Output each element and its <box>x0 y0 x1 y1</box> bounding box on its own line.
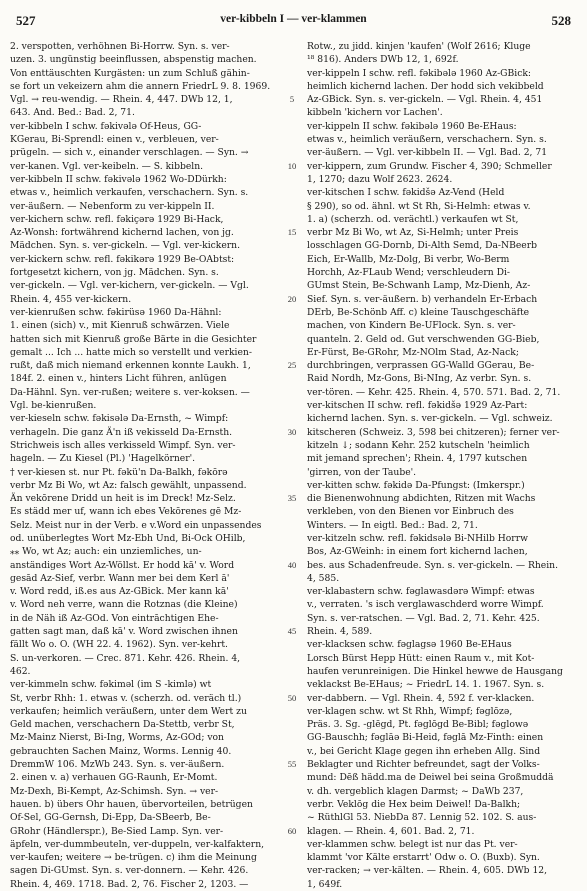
right-column-text-line: 1, 649f. <box>307 878 343 890</box>
line-number: 45 <box>287 626 297 637</box>
left-column-text-line: DremmW 106. MzWb 243. Syn. s. ver-äußern. <box>10 759 225 771</box>
running-head: ver-kibbeln I — ver-klammen <box>220 13 367 25</box>
left-column-text-line: Än vekōrene Dridd un heit is im Dreck! Mz-Selz. <box>10 493 236 505</box>
left-column-text-line: ver-gickeln. — Vgl. ver-kichern, ver-gickeln. — Vgl. <box>10 280 249 292</box>
right-column-text-line: Horchh, Az-FLaub Wend; verschleudern Di- <box>307 267 510 279</box>
right-column-text-line: ver-klammen schw. belegt ist nur das Pt. ver- <box>307 838 518 850</box>
line-number: 10 <box>287 160 297 171</box>
left-column-text-line: Selz. Meist nur in der Verb. e v.Word ein unpassendes <box>10 519 262 531</box>
right-column-text-line: Bos, Az-GWeinh: in einem fort kichernd lachen, <box>307 546 528 558</box>
line-number: 15 <box>287 227 297 238</box>
right-column-text-line: bes. aus Schadenfreude. Syn. s. ver-gickeln. — Rhein. <box>307 559 559 571</box>
left-column-text-line: gesād Az-Sief, verbr. Wann mer bei dem Kerl ā' <box>10 572 230 584</box>
right-column-text-line: ¹⁸ 816). Anders DWb 12, 1, 692f. <box>307 54 459 66</box>
right-column-text-line: ver-racken; → ver-kälten. — Rhein. 4, 605. DWb 12, <box>307 865 548 877</box>
left-column-text-line: ⁎⁎ Wo, wt Az; auch: ein unziemliches, un- <box>10 546 202 558</box>
left-column-text-line: ver-kanen. Vgl. ver-keibeln. — S. kibbeln. <box>10 160 204 172</box>
right-column-text-line: die Bienenwohnung abdichten, Ritzen mit Wachs <box>307 493 536 505</box>
right-column-text-line: machen, von Kindern Be-UFlock. Syn. s. ver- <box>307 320 516 332</box>
right-column-text-line: DErb, Be-Schönb Aff. c) kleine Tauschgeschäfte <box>307 306 530 318</box>
right-column-text-line: ver-kitschen II schw. refl. fəkidšə 1929 Az-Part: <box>307 400 528 412</box>
left-column-text-line: od. unüberlegtes Wort Mz-Ebh Und, Bi-Ock OHilb, <box>10 532 246 544</box>
left-column-text-line: etwas v., heimlich verkaufen, verschachern. Syn. s. <box>10 187 249 199</box>
right-column-text-line: Rhein. 4, 589. <box>307 626 373 638</box>
page-header <box>14 13 573 33</box>
right-column-text-line: Sief. Syn. s. ver-äußern. b) verhandeln Er-Erbach <box>307 293 538 305</box>
left-column-text-line: verhageln. Die ganz Ä'n iß vekisseld Da-Ernsth. <box>10 426 233 438</box>
right-column-text-line: verbr. Veklōg die Hex beim Deiwel! Da-Balkh; <box>307 798 521 810</box>
right-column-text-line: v., verraten. 's isch verglawaschderd worre Wimpf. <box>307 599 544 611</box>
left-column-text-line: prügeln. — sich v., einander verschlagen. — Syn. → <box>10 147 249 159</box>
right-column-text-line: Eich, Er-Wallb, Mz-Dolg, Bi verbr, Wo-Berm <box>307 253 510 265</box>
right-column-text-line: v. dh. vergeblich klagen Darmst; ~ DaWb 237, <box>307 785 524 797</box>
right-column-text-line: Lorsch Bürst Hepp Hütt: einen Raum v., mit Kot- <box>307 652 535 664</box>
right-column-text-line: ver-klagen schw. wt St Rhh, Wimpf; fəglōzə, <box>307 705 513 717</box>
left-column-text-line: ver-kichern schw. refl. fəkiçərə 1929 Bi-Hack, <box>10 213 224 225</box>
left-column-text-line: Strichweis isch alles verkisseld Wimpf. Syn. ver- <box>10 439 236 451</box>
left-column-text-line: äpfeln, ver-dummbeuteln, ver-duppeln, ver-kalfaktern, <box>10 838 265 850</box>
left-column-text-line: GRohr (Händlerspr.), Be-Sied Lamp. Syn. ver- <box>10 825 224 837</box>
right-column-text-line: Syn. s. ver-ratschen. — Vgl. Bad. 2, 71. Kehr. 425. <box>307 612 540 624</box>
right-column-text-line: ver-kippeln I schw. refl. fəkibələ 1960 Az-GBick: <box>307 67 532 79</box>
left-column-text-line: Geld machen, verschachern Da-Stettb, verbr St, <box>10 719 235 731</box>
right-column-text-line: ver-tören. — Kehr. 425. Rhein. 4, 570. 571. Bad. 2, 71. <box>307 386 561 398</box>
line-number: 5 <box>289 94 295 105</box>
right-column-text-line: ver-kippeln II schw. fəkibələ 1960 Be-EHaus: <box>307 120 517 132</box>
left-column-text-line: † ver-kiesen st. nur Pt. fəkü'n Da-Balkh, fəkōrə <box>10 466 228 478</box>
right-column-text-line: ver-kitschen I schw. fəkidšə Az-Vend (Held <box>307 187 505 199</box>
right-column-text-line: quanteln. 2. Geld od. Gut verschwenden GG-Bieb, <box>307 333 540 345</box>
left-column-text-line: ver-äußern. — Nebenform zu ver-kippeln II. <box>10 200 215 212</box>
right-column-text-line: Rotw., zu jidd. kinjen 'kaufen' (Wolf 2616; Kluge <box>307 41 531 52</box>
right-column-text-line: etwas v., heimlich veräußern, verschachern. Syn. s. <box>307 134 547 146</box>
left-column-text-line: in de Näh iß Az-GOd. Von eintrāchtigen Ehe- <box>10 612 219 624</box>
left-column-text-line: ver-kibbeln II schw. fəkivələ 1962 Wo-DDürkh: <box>10 173 227 185</box>
left-column-text-line: v. Word neh verre, wann die Rotznas (die Kleine) <box>10 599 238 611</box>
left-column-text-line: fortgesetzt kichern, von jg. Mädchen. Syn. s. <box>10 267 219 279</box>
left-column-text-line: hageln. — Zu Kiesel (Pl.) 'Hagelkörner'. <box>10 453 196 465</box>
right-column-text-line: GUmst Stein, Be-Schwanh Lamp, Mz-Dienh, Az- <box>307 280 531 292</box>
line-number: 30 <box>287 426 297 437</box>
right-column-text-line: heimlich kichernd lachen. Der hodd sich vekibbeld <box>307 80 544 92</box>
right-column-text-line: ver-klacksen schw. fəglagsə 1960 Be-EHaus <box>307 639 512 651</box>
left-column-text-line: 184f. 2. einen v., hinters Licht führen, anlügen <box>10 373 227 385</box>
right-column-text-line: v., bei Gericht Klage gegen ihn erheben Allg. Sind <box>307 745 541 757</box>
right-column-text-line: Er-Fürst, Be-GRohr, Mz-NOlm Stad, Az-Nack; <box>307 346 519 358</box>
right-column-text-line: § 290), so od. ähnl. wt St Rh, Si-Helmh: etwas v. <box>307 200 531 212</box>
line-number: 20 <box>287 293 297 304</box>
right-column-text-line: haufen verunreinigen. Die Hinkel hewwe de Hausgang <box>307 665 563 677</box>
left-column-text-line: sagen Di-GUmst. Syn. s. ver-donnern. — Kehr. 426. <box>10 865 249 877</box>
page-number-left: 527 <box>16 13 36 28</box>
left-column-text-line: 462. <box>10 665 31 677</box>
right-column-text-line: 1, 1270; dazu Wolf 2623. 2624. <box>307 173 453 185</box>
left-column-text-line: Mz-Dexh, Bi-Kempt, Az-Schimsh. Syn. → ver- <box>10 785 219 797</box>
line-number: 50 <box>287 692 297 703</box>
right-column-text-line: Raid Nordh, Mz-Gons, Bi-NIng, Az verbr. Syn. s. <box>307 373 532 385</box>
right-column-text-line: kibbeln 'kichern vor Lachen'. <box>307 107 443 119</box>
left-column-text-line: se fort un vekeizern ahm die annern FriedrL 9. 8. 1969. <box>10 80 271 92</box>
left-column-text-line: gebrauchten Sachen Mainz, Worms. Lennig 40. <box>10 745 232 757</box>
left-column-text-line: Of-Sel, GG-Gernsh, Di-Epp, Da-SBeerb, Be- <box>10 812 211 824</box>
right-column-text-line: verbr Mz Bi Wo, wt Az, Si-Helmh; unter Preis <box>307 227 519 239</box>
right-column-text-line: veklackst Be-EHaus; ~ FriedrL 14. 1. 1967. Syn. s. <box>307 679 545 691</box>
right-column-text-line: ver-kitten schw. fəkidə Da-Pfungst: (Imkerspr.) <box>307 479 525 491</box>
left-column-text-line: verbr Mz Bi Wo, wt Az: falsch gewählt, unpassend. <box>10 479 247 491</box>
right-column-text-line: ~ RüthlGl 53. NiebDa 87. Lennig 52. 102. S. aus- <box>307 812 537 824</box>
left-column-text-line: 2. einen v. a) verhauen GG-Raunh, Er-Momt. <box>10 772 218 784</box>
right-column-text-line: ver-kippern, zum Grundw. Fischer 4, 390; Schmeller <box>307 160 552 172</box>
line-number: 40 <box>287 559 297 570</box>
right-column-text-line: mund: Dēß hädd.ma de Deiwel bei seina Großmuddä <box>307 772 554 784</box>
right-column-text-line: ver-klabastern schw. fəglawasdərə Wimpf: etwas <box>307 586 535 598</box>
left-column-text-line: ver-kienrußen schw. fəkirüsə 1960 Da-Hähnl: <box>10 306 222 318</box>
left-column-text-line: Da-Hähnl. Syn. ver-rußen; weitere s. ver-koksen. — <box>10 386 250 398</box>
right-column-text-line: 4, 585. <box>307 572 340 584</box>
line-number: 60 <box>287 825 297 836</box>
left-column-text-line: 643. And. Bed.: Bad. 2, 71. <box>10 107 135 119</box>
right-column-text-line: durchbringen, verprassen GG-Walld GGerau, Be- <box>307 360 535 372</box>
left-column-text-line: Vgl. be-kienrußen. <box>10 400 97 412</box>
right-column-text-line: klammt 'vor Kälte erstarrt' Odw o. O. (Buxb). Syn. <box>307 852 540 864</box>
left-column-text-line: verkaufen; heimlich veräußern, unter dem Wert zu <box>10 705 247 717</box>
right-column-text-line: GG-Bauschh; fəglāə Bi-Heid, fəglā Mz-Finth: einen <box>307 732 544 744</box>
left-column-text-line: S. un-verkoren. — Crec. 871. Kehr. 426. Rhein. 4, <box>10 652 241 664</box>
right-column-text-line: 'girren, von der Taube'. <box>307 466 417 478</box>
left-column-text-line: Mz-Mainz Nierst, Bi-Ing, Worms, Az-GOd; von <box>10 732 224 744</box>
left-column-text-line: 1. einen (sich) v., mit Kienruß schwärzen. Viele <box>10 320 230 332</box>
left-column-text-line: gatten sagt man, daß kā' v. Word zwischen ihnen <box>10 626 238 638</box>
left-column-text-line: hauen. b) übers Ohr hauen, übervorteilen, betrügen <box>10 798 253 810</box>
left-column-text-line: Az-Wonsh: fortwährend kichernd lachen, von jg. <box>10 227 234 239</box>
right-column <box>307 40 575 891</box>
left-column-text-line: hatten sich mit Kienruß große Bärte in die Gesichter <box>10 333 257 345</box>
left-column-text-line: ver-kickern schw. refl. fəkikərə 1929 Be-OAbtst: <box>10 253 235 265</box>
right-column-text-line: kichernd lachen. Syn. s. ver-gickeln. — Vgl. schweiz. <box>307 413 553 425</box>
right-column-text-line: ver-kitzeln schw. refl. fəkidsələ Bi-NHilb Horrw <box>307 532 528 544</box>
right-column-text-line: Az-GBick. Syn. s. ver-gickeln. — Vgl. Rhein. 4, 451 <box>307 94 543 106</box>
right-column-text-line: ver-äußern. — Vgl. ver-kibbeln II. — Vgl. Bad. 2, 71 <box>307 147 548 159</box>
right-column-text-line: verkleben, von den Bienen vor Einbruch des <box>307 506 514 518</box>
right-column-text-line: klagen. — Rhein. 4, 601. Bad. 2, 71. <box>307 825 475 837</box>
left-column-text-line: Es städd mer uf, wann ich ebes Vekōrenes gē Mz- <box>10 506 242 518</box>
left-column-text-line: rußt, daß mich niemand erkennen konnte Laukh. 1, <box>10 360 251 372</box>
line-number: 55 <box>287 759 297 770</box>
left-column-text-line: 2. verspotten, verhöhnen Bi-Horrw. Syn. s. ver- <box>10 41 230 52</box>
line-number: 25 <box>287 360 297 371</box>
left-column-text-line: gemalt ... Ich ... hatte mich so verstellt und verkien- <box>10 346 252 358</box>
right-column-text-line: ver-dabbern. — Vgl. Rhein. 4, 592 f. ver-klacken. <box>307 692 535 704</box>
left-column-text-line: Rhein. 4, 469. 1718. Bad. 2, 76. Fischer 2, 1203. — <box>10 878 249 890</box>
line-number: 35 <box>287 493 297 504</box>
left-column-text-line: anständiges Wort Az-Wöllst. Er hodd kā' v. Word <box>10 559 235 571</box>
left-column-text-line: ver-kibbeln I schw. fəkivələ Of-Heus, GG- <box>10 120 202 132</box>
left-column-text-line: Mädchen. Syn. s. ver-gickeln. — Vgl. ver-kickern. <box>10 240 241 252</box>
left-column-text-line: fällt Wo o. O. (WH 22. 4. 1962). Syn. ver-kehrt. <box>10 639 228 651</box>
left-column-text-line: KGerau, Bi-Sprendl: einen v., verbleuen, ver- <box>10 134 219 146</box>
left-column-text-line: Rhein. 4, 455 ver-kickern. <box>10 293 132 305</box>
left-column-text-line: ver-kaufen; weitere → be-trügen. c) ihm die Meinung <box>10 852 257 864</box>
left-column-text-line: v. Word redd, iß.es aus Az-GBick. Mer kann kā' <box>10 586 229 598</box>
left-column-text-line: St, verbr Rhh: 1. etwas v. (scherzh. od. veräch tl.) <box>10 692 242 704</box>
right-column-text-line: kitzeln ↓; sodann Kehr. 252 kutscheln 'heimlich <box>307 439 530 451</box>
page-number-right: 528 <box>551 13 571 28</box>
right-column-text-line: mit jemand sprechen'; Rhein. 4, 1797 kutschen <box>307 453 528 465</box>
left-column-text-line: Vgl. → reu-wendig. — Rhein. 4, 447. DWb 12, 1, <box>10 94 233 106</box>
right-column-text-line: kitscheren (Schweiz. 3, 598 bei chitzeren); ferner ver- <box>307 426 560 438</box>
right-column-text-line: 1. a) (scherzh. od. verächtl.) verkaufen wt St, <box>307 213 519 225</box>
right-column-text-line: Winters. — In eigtl. Bed.: Bad. 2, 71. <box>307 519 478 531</box>
right-column-text-line: losschlagen GG-Dornb, Di-Alth Semd, Da-NBeerb <box>307 240 537 252</box>
left-column-text-line: Von enttäuschten Kurgästen: un zum Schluß gähin- <box>10 67 250 79</box>
left-column-text-line: ver-kieseln schw. fəkisələ Da-Ernsth, ~ Wimpf: <box>10 413 229 425</box>
left-column-text-line: ver-kimmeln schw. fəkiməl (im S -kimlə) wt <box>10 679 212 691</box>
left-column <box>10 40 278 891</box>
left-column-text-line: uzen. 3. ungünstig beeinflussen, abspenstig machen. <box>10 54 257 66</box>
right-column-text-line: Beklagter und Richter befreundet, sagt der Volks- <box>307 759 540 771</box>
right-column-text-line: Präs. 3. Sg. -glēgd, Pt. fəglōgd Be-Bibl; fəglowə <box>307 719 529 731</box>
